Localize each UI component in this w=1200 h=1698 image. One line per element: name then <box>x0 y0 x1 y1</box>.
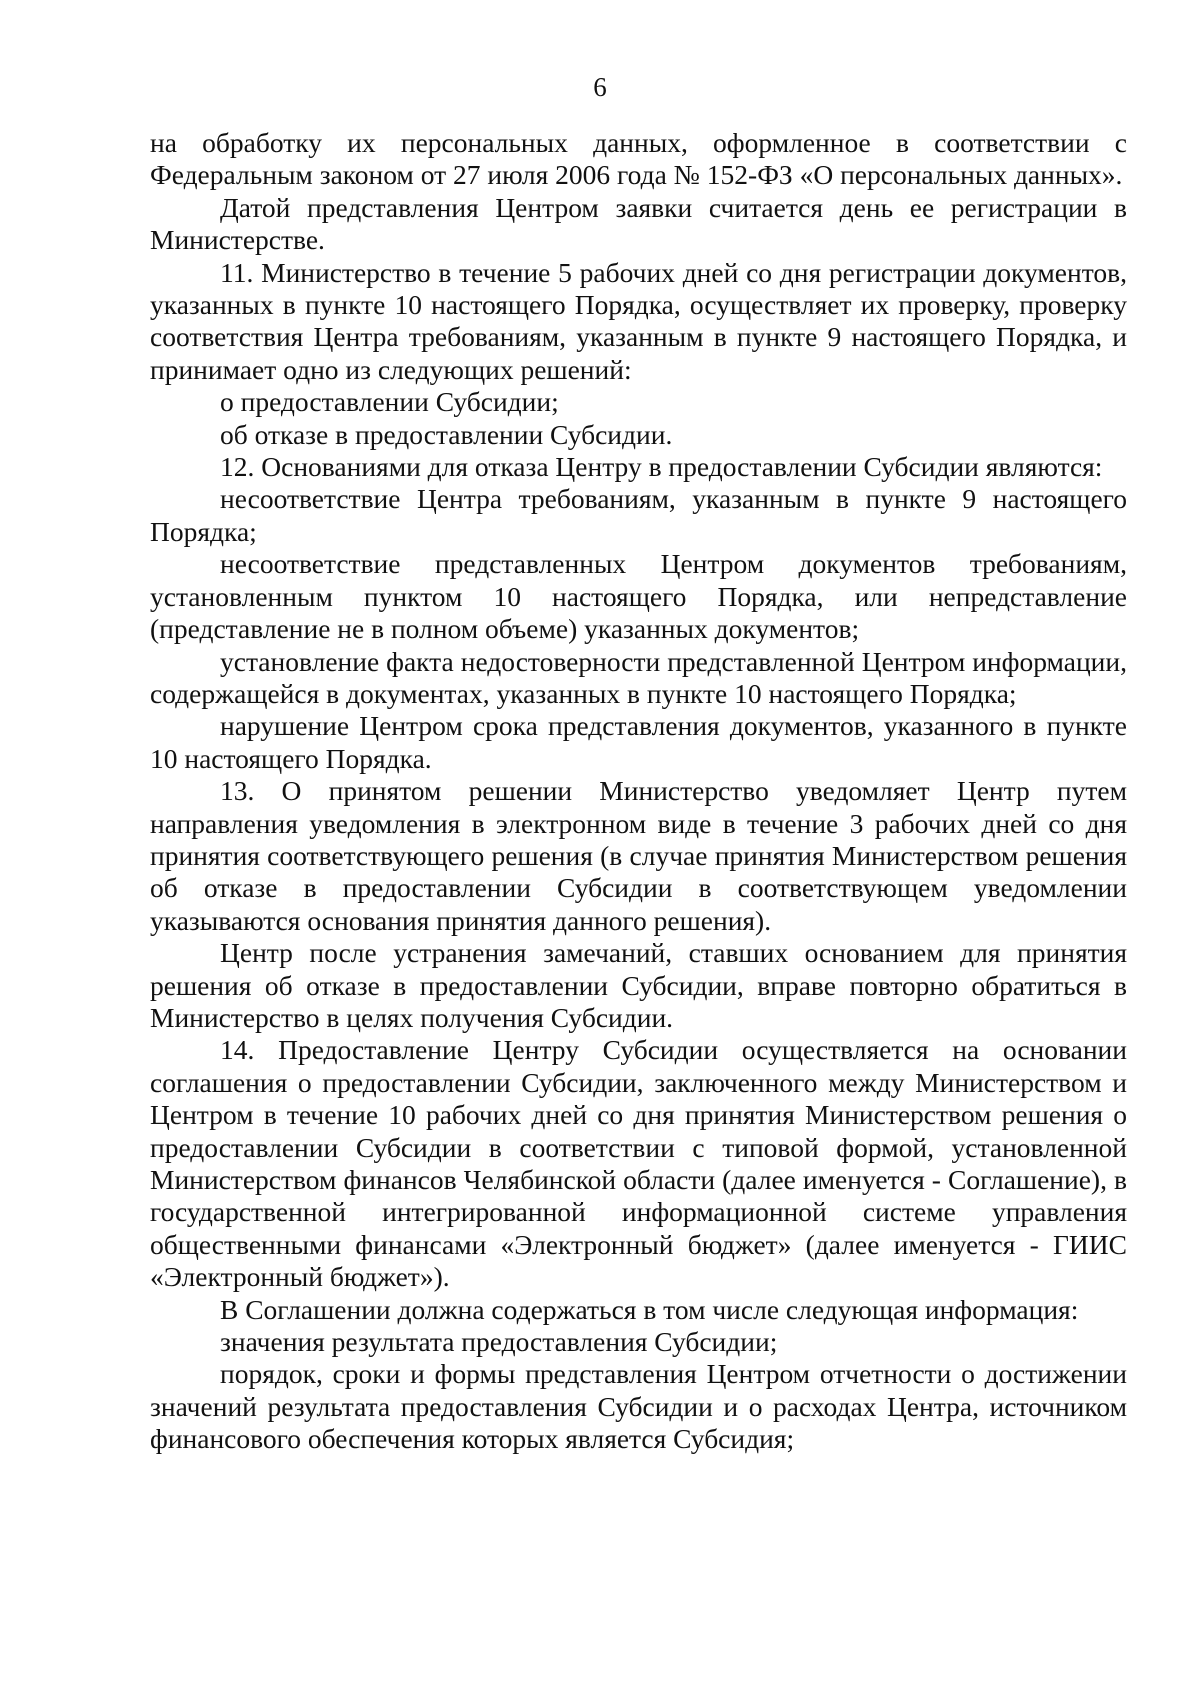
paragraph-consent-continuation: на обработку их персональных данных, оформленное в соответствии с Федеральным законом от 27 июля 2006 года № 152-ФЗ «О персональных данных». <box>150 127 1127 191</box>
paragraph-reapplication: Центр после устранения замечаний, ставших основанием для принятия решения об отказе в предоставлении Субсидии, вправе повторно обратиться в Министерство в целях получения Субсидии. <box>150 937 1127 1033</box>
list-item-unreliable-info: установление факта недостоверности представленной Центром информации, содержащейся в документах, указанных в пункте 10 настоящего Порядка; <box>150 645 1127 709</box>
document-body <box>150 127 1127 1456</box>
paragraph-clause-11: 11. Министерство в течение 5 рабочих дней со дня регистрации документов, указанных в пункте 10 настоящего Порядка, осуществляет их проверку, проверку соответствия Центра требованиям, указанным в пункте 9 настоящего Порядка, и принимает одно из следующих решений: <box>150 256 1127 385</box>
paragraph-clause-14: 14. Предоставление Центру Субсидии осуществляется на основании соглашения о предоставлении Субсидии, заключенного между Министерством и Центром в течение 10 рабочих дней со дня принятия Министерством решения о предоставлении Субсидии в соответствии с типовой формой, установленной Министерством финансов Челябинской области (далее именуется - Соглашение), в государственной интегрированной информационной системе управления общественными финансами «Электронный бюджет» (далее именуется - ГИИС «Электронный бюджет»). <box>150 1034 1127 1293</box>
paragraph-clause-13: 13. О принятом решении Министерство уведомляет Центр путем направления уведомления в электронном виде в течение 3 рабочих дней со дня принятия соответствующего решения (в случае принятия Министерством решения об отказе в предоставлении Субсидии в соответствующем уведомлении указываются основания принятия данного решения). <box>150 775 1127 936</box>
paragraph-agreement-contents: В Соглашении должна содержаться в том числе следующая информация: <box>220 1293 1079 1325</box>
list-item-refusal-decision: об отказе в предоставлении Субсидии. <box>220 418 673 450</box>
paragraph-clause-12: 12. Основаниями для отказа Центру в предоставлении Субсидии являются: <box>220 451 1103 483</box>
list-item-requirements-mismatch: несоответствие Центра требованиям, указанным в пункте 9 настоящего Порядка; <box>150 483 1127 547</box>
list-item-result-values: значения результата предоставления Субсидии; <box>220 1326 778 1358</box>
list-item-deadline-violation: нарушение Центром срока представления документов, указанного в пункте 10 настоящего Порядка. <box>150 710 1127 774</box>
list-item-grant-decision: о предоставлении Субсидии; <box>220 386 559 418</box>
list-item-reporting-procedure: порядок, сроки и формы представления Центром отчетности о достижении значений результата предоставления Субсидии и о расходах Центра, источником финансового обеспечения которых является Субсидия; <box>150 1358 1127 1455</box>
list-item-documents-mismatch: несоответствие представленных Центром документов требованиям, установленным пунктом 10 настоящего Порядка, или непредставление (представление не в полном объеме) указанных документов; <box>150 548 1127 645</box>
paragraph-submission-date: Датой представления Центром заявки считается день ее регистрации в Министерстве. <box>150 191 1127 256</box>
page-number: 6 <box>593 72 607 102</box>
